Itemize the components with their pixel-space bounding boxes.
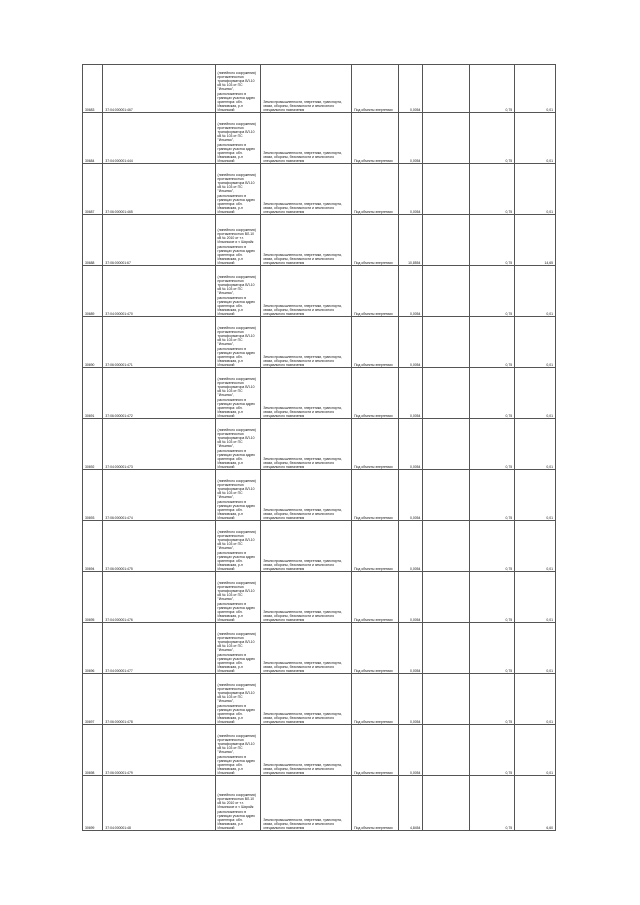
permitted-use-cell: Под объекты энергетики	[352, 113, 399, 164]
cadastral-number-cell: 37:04:000001:467	[103, 65, 215, 113]
empty-cell	[423, 65, 470, 113]
tax-amount-cell: 0,01	[515, 317, 556, 368]
land-category-cell: Земли промышленности, энергетики, транспорта, связи, обороны, безопасности и земли иного специального назначения	[261, 419, 352, 470]
cadastral-number-cell: 37:06:000001:67	[103, 215, 215, 266]
empty-cell	[423, 521, 470, 572]
area-cell: 0,0054	[398, 266, 422, 317]
land-category-cell: Земли промышленности, энергетики, транспорта, связи, обороны, безопасности и земли иного специального назначения	[261, 725, 352, 776]
cadastral-number-cell: 37:04:000001:48	[103, 776, 215, 831]
table-row	[83, 470, 556, 521]
permitted-use-cell: Под объекты энергетики	[352, 674, 399, 725]
row-number-cell: 30699	[83, 776, 103, 831]
tax-amount-cell: 0,01	[515, 674, 556, 725]
tax-table	[82, 64, 556, 831]
tax-amount-cell: 6,60	[515, 776, 556, 831]
land-category-cell: Земли промышленности, энергетики, транспорта, связи, обороны, безопасности и земли иного специального назначения	[261, 521, 352, 572]
object-description-cell: (линейного сооружения) протяженностью трансформатора ВЛ-10 кВ № 103 от ПС "Ильинск", расположенного в границах участка адрес ориентира: обл. Ивановская, р-н Ильинский	[215, 623, 261, 674]
object-description-cell: (линейного сооружения) протяженностью трансформатора ВЛ-10 кВ № 103 от ПС "Ильинск", расположенного в границах участка адрес ориентира: обл. Ивановская, р-н Ильинский	[215, 266, 261, 317]
cadastral-number-cell: 37:04:000001:477	[103, 623, 215, 674]
tax-amount-cell: 0,01	[515, 266, 556, 317]
empty-cell	[423, 164, 470, 215]
tax-rate-cell: 0,75	[470, 317, 515, 368]
cadastral-number-cell: 37:04:000001:444	[103, 113, 215, 164]
table-row	[83, 623, 556, 674]
empty-cell	[423, 215, 470, 266]
permitted-use-cell: Под объекты энергетики	[352, 776, 399, 831]
empty-cell	[423, 317, 470, 368]
tax-rate-cell: 0,75	[470, 470, 515, 521]
area-cell: 0,0054	[398, 164, 422, 215]
tax-amount-cell: 0,01	[515, 65, 556, 113]
table-row	[83, 572, 556, 623]
land-category-cell: Земли промышленности, энергетики, транспорта, связи, обороны, безопасности и земли иного специального назначения	[261, 317, 352, 368]
object-description-cell: (линейного сооружения) протяженностью трансформатора ВЛ-10 кВ № 103 от ПС "Ильинск", расположенного в границах участка адрес ориентира: обл. Ивановская, р-н Ильинский	[215, 725, 261, 776]
permitted-use-cell: Под объекты энергетики	[352, 164, 399, 215]
tax-amount-cell: 0,01	[515, 470, 556, 521]
empty-cell	[423, 266, 470, 317]
tax-rate-cell: 0,75	[470, 572, 515, 623]
object-description-cell: (линейного сооружения) протяженностью трансформатора ВЛ-10 кВ № 103 от ПС "Ильинск", расположенного в границах участка адрес ориентира: обл. Ивановская, р-н Ильинский	[215, 674, 261, 725]
tax-rate-cell: 0,75	[470, 725, 515, 776]
row-number-cell: 30695	[83, 572, 103, 623]
cadastral-number-cell: 37:06:000001:465	[103, 164, 215, 215]
land-category-cell: Земли промышленности, энергетики, транспорта, связи, обороны, безопасности и земли иного специального назначения	[261, 113, 352, 164]
cadastral-number-cell: 37:06:000001:472	[103, 368, 215, 419]
empty-cell	[423, 572, 470, 623]
row-number-cell: 30691	[83, 368, 103, 419]
permitted-use-cell: Под объекты энергетики	[352, 725, 399, 776]
land-category-cell: Земли промышленности, энергетики, транспорта, связи, обороны, безопасности и земли иного специального назначения	[261, 623, 352, 674]
land-category-cell: Земли промышленности, энергетики, транспорта, связи, обороны, безопасности и земли иного специального назначения	[261, 164, 352, 215]
tax-amount-cell: 0,01	[515, 368, 556, 419]
tax-amount-cell: 0,01	[515, 164, 556, 215]
area-cell: 10,8554	[398, 215, 422, 266]
object-description-cell: (линейного сооружения) протяженностью трансформатора ВЛ-10 кВ № 103 от ПС "Ильинск", расположенного в границах участка адрес ориентира: обл. Ивановская, р-н Ильинский	[215, 317, 261, 368]
row-number-cell: 30689	[83, 266, 103, 317]
table-row	[83, 164, 556, 215]
tax-rate-cell: 0,75	[470, 215, 515, 266]
land-category-cell: Земли промышленности, энергетики, транспорта, связи, обороны, безопасности и земли иного специального назначения	[261, 266, 352, 317]
land-category-cell: Земли промышленности, энергетики, транспорта, связи, обороны, безопасности и земли иного специального назначения	[261, 776, 352, 831]
land-category-cell: Земли промышленности, энергетики, транспорта, связи, обороны, безопасности и земли иного специального назначения	[261, 572, 352, 623]
land-category-cell: Земли промышленности, энергетики, транспорта, связи, обороны, безопасности и земли иного специального назначения	[261, 674, 352, 725]
table-row	[83, 674, 556, 725]
row-number-cell: 30688	[83, 215, 103, 266]
row-number-cell: 30690	[83, 317, 103, 368]
area-cell: 0,0054	[398, 65, 422, 113]
object-description-cell: (линейного сооружения) протяженностью трансформатора ВЛ-10 кВ № 103 от ПС "Ильинск", расположенного в границах участка адрес ориентира: обл. Ивановская, р-н Ильинский	[215, 113, 261, 164]
row-number-cell: 30687	[83, 164, 103, 215]
row-number-cell: 30697	[83, 674, 103, 725]
cadastral-number-cell: 37:06:000001:471	[103, 317, 215, 368]
tax-rate-cell: 0,75	[470, 674, 515, 725]
tax-rate-cell: 0,75	[470, 65, 515, 113]
land-category-cell: Земли промышленности, энергетики, транспорта, связи, обороны, безопасности и земли иного специального назначения	[261, 470, 352, 521]
object-description-cell: (линейного сооружения) протяженностью ВЛ-10 кВ № 2010 от т.т. Ильинское и т. Ширяйк расположенного в границах участка адрес ориентира: обл. Ивановская, р-н Ильинский	[215, 776, 261, 831]
empty-cell	[423, 623, 470, 674]
row-number-cell: 30692	[83, 419, 103, 470]
row-number-cell: 30694	[83, 521, 103, 572]
cadastral-number-cell: 37:06:000001:474	[103, 470, 215, 521]
permitted-use-cell: Под объекты энергетики	[352, 215, 399, 266]
land-category-cell: Земли промышленности, энергетики, транспорта, связи, обороны, безопасности и земли иного специального назначения	[261, 368, 352, 419]
table-row	[83, 521, 556, 572]
area-cell: 0,0054	[398, 521, 422, 572]
cadastral-number-cell: 37:04:000001:470	[103, 266, 215, 317]
area-cell: 0,0054	[398, 470, 422, 521]
permitted-use-cell: Под объекты энергетики	[352, 65, 399, 113]
tax-rate-cell: 0,75	[470, 521, 515, 572]
row-number-cell: 30698	[83, 725, 103, 776]
cadastral-number-cell: 37:06:000001:478	[103, 674, 215, 725]
tax-table-body	[83, 65, 556, 831]
empty-cell	[423, 725, 470, 776]
permitted-use-cell: Под объекты энергетики	[352, 470, 399, 521]
tax-amount-cell: 0,01	[515, 623, 556, 674]
permitted-use-cell: Под объекты энергетики	[352, 317, 399, 368]
tax-amount-cell: 0,01	[515, 572, 556, 623]
table-row	[83, 725, 556, 776]
cadastral-number-cell: 37:06:000001:475	[103, 521, 215, 572]
object-description-cell: (линейного сооружения) протяженностью трансформатора ВЛ-10 кВ № 103 от ПС "Ильинск", расположенного в границах участка адрес ориентира: обл. Ивановская, р-н Ильинский	[215, 470, 261, 521]
table-row	[83, 65, 556, 113]
row-number-cell: 30683	[83, 65, 103, 113]
area-cell: 0,0054	[398, 317, 422, 368]
tax-amount-cell: 0,01	[515, 521, 556, 572]
object-description-cell: (линейного сооружения) протяженностью трансформатора ВЛ-10 кВ № 103 от ПС "Ильинск", расположенного в границах участка адрес ориентира: обл. Ивановская, р-н Ильинский	[215, 164, 261, 215]
area-cell: 0,0054	[398, 725, 422, 776]
table-row	[83, 113, 556, 164]
table-row	[83, 266, 556, 317]
tax-amount-cell: 0,01	[515, 113, 556, 164]
object-description-cell: (линейного сооружения) протяженностью трансформатора ВЛ-10 кВ № 103 от ПС "Ильинск", расположенного в границах участка адрес ориентира: обл. Ивановская, р-н Ильинский	[215, 521, 261, 572]
permitted-use-cell: Под объекты энергетики	[352, 572, 399, 623]
land-category-cell: Земли промышленности, энергетики, транспорта, связи, обороны, безопасности и земли иного специального назначения	[261, 215, 352, 266]
area-cell: 0,0054	[398, 113, 422, 164]
area-cell: 4,8454	[398, 776, 422, 831]
row-number-cell: 30684	[83, 113, 103, 164]
object-description-cell: (линейного сооружения) протяженностью трансформатора ВЛ-10 кВ № 103 от ПС "Ильинск", расположенного в границах участка адрес ориентира: обл. Ивановская, р-н Ильинский	[215, 419, 261, 470]
table-row	[83, 368, 556, 419]
permitted-use-cell: Под объекты энергетики	[352, 623, 399, 674]
permitted-use-cell: Под объекты энергетики	[352, 419, 399, 470]
area-cell: 0,0054	[398, 572, 422, 623]
empty-cell	[423, 368, 470, 419]
tax-amount-cell: 0,01	[515, 725, 556, 776]
permitted-use-cell: Под объекты энергетики	[352, 521, 399, 572]
object-description-cell: (линейного сооружения) протяженностью трансформатора ВЛ-10 кВ № 103 от ПС "Ильинск", расположенного в границах участка адрес ориентира: обл. Ивановская, р-н Ильинский	[215, 572, 261, 623]
tax-rate-cell: 0,75	[470, 113, 515, 164]
tax-rate-cell: 0,75	[470, 419, 515, 470]
permitted-use-cell: Под объекты энергетики	[352, 266, 399, 317]
table-row	[83, 776, 556, 831]
empty-cell	[423, 113, 470, 164]
empty-cell	[423, 419, 470, 470]
cadastral-number-cell: 37:04:000001:476	[103, 572, 215, 623]
tax-rate-cell: 0,75	[470, 776, 515, 831]
tax-amount-cell: 0,01	[515, 419, 556, 470]
land-category-cell: Земли промышленности, энергетики, транспорта, связи, обороны, безопасности и земли иного специального назначения	[261, 65, 352, 113]
area-cell: 0,0054	[398, 419, 422, 470]
object-description-cell: (линейного сооружения) протяженностью трансформатора ВЛ-10 кВ № 103 от ПС "Ильинск", расположенного в границах участка адрес ориентира: обл. Ивановская, р-н Ильинский	[215, 368, 261, 419]
tax-rate-cell: 0,75	[470, 623, 515, 674]
object-description-cell: (линейного сооружения) протяженностью трансформатора ВЛ-10 кВ № 103 от ПС "Ильинск", расположенного в границах участка адрес ориентира: обл. Ивановская, р-н Ильинский	[215, 65, 261, 113]
area-cell: 0,0054	[398, 623, 422, 674]
tax-amount-cell: 14,65	[515, 215, 556, 266]
row-number-cell: 30696	[83, 623, 103, 674]
cadastral-number-cell: 37:06:000001:479	[103, 725, 215, 776]
empty-cell	[423, 470, 470, 521]
row-number-cell: 30693	[83, 470, 103, 521]
empty-cell	[423, 674, 470, 725]
tax-rate-cell: 0,75	[470, 164, 515, 215]
table-row	[83, 215, 556, 266]
table-row	[83, 317, 556, 368]
area-cell: 0,0054	[398, 674, 422, 725]
tax-rate-cell: 0,75	[470, 368, 515, 419]
empty-cell	[423, 776, 470, 831]
tax-rate-cell: 0,75	[470, 266, 515, 317]
cadastral-number-cell: 37:04:000001:473	[103, 419, 215, 470]
object-description-cell: (линейного сооружения) протяженностью ВЛ-10 кВ № 2010 от т.т. Ильинское и т. Ширяйк расположенного в границах участка адрес ориентира: обл. Ивановская, р-н Ильинский	[215, 215, 261, 266]
table-row	[83, 419, 556, 470]
area-cell: 0,0054	[398, 368, 422, 419]
permitted-use-cell: Под объекты энергетики	[352, 368, 399, 419]
